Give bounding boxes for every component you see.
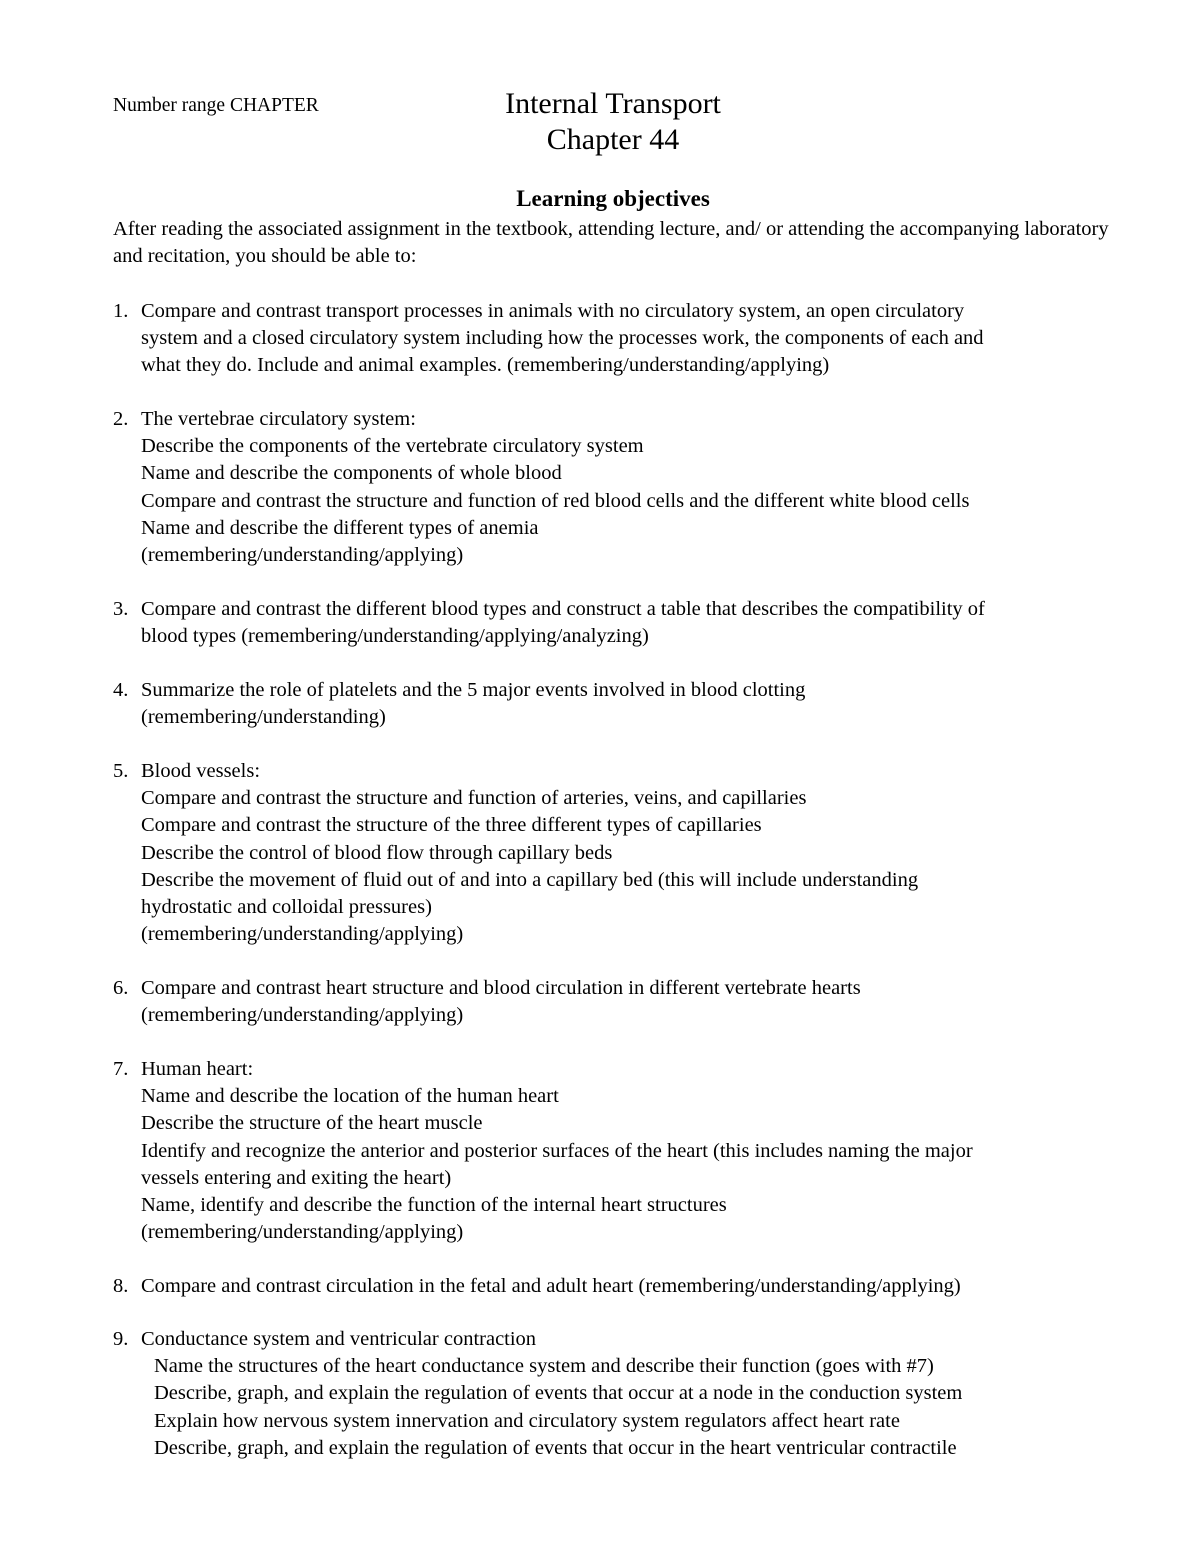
objective-item-5 [113, 758, 1123, 948]
objective-number: 1. [113, 300, 129, 322]
objective-line: Compare and contrast the structure of the three different types of capillaries [141, 814, 762, 837]
objective-line: Summarize the role of platelets and the 5 major events involved in blood clotting [141, 679, 806, 701]
objective-item-8 [113, 1273, 1123, 1300]
objective-line: system and a closed circulatory system including how the processes work, the components of each and [141, 327, 984, 350]
objective-line: Name and describe the different types of anemia [141, 516, 539, 539]
objective-number: 9. [113, 1328, 129, 1350]
objective-line: Describe, graph, and explain the regulation of events that occur in the heart ventricular contractile [154, 1436, 957, 1459]
objective-line: Describe the control of blood flow through capillary beds [141, 841, 613, 864]
objective-line: Blood vessels: [141, 760, 261, 782]
number-range-label: Number range CHAPTER [113, 95, 319, 116]
section-heading: Learning objectives [516, 186, 710, 211]
objective-line: blood types (remembering/understanding/applying/analyzing) [141, 625, 649, 648]
objective-line: Describe the components of the vertebrate circulatory system [141, 435, 644, 458]
objective-line: Name and describe the components of whole blood [141, 462, 562, 485]
objective-item-1 [113, 298, 1123, 380]
objective-line: what they do. Include and animal examples. (remembering/understanding/applying) [141, 354, 830, 377]
objective-number: 5. [113, 760, 129, 782]
objective-line: hydrostatic and colloidal pressures) [141, 896, 432, 919]
objective-line: Describe, graph, and explain the regulation of events that occur at a node in the conduction system [154, 1382, 963, 1405]
objective-line: Compare and contrast circulation in the fetal and adult heart (remembering/understanding/applying) [141, 1275, 961, 1297]
objective-line: Conductance system and ventricular contraction [141, 1328, 537, 1350]
objective-line: Describe the movement of fluid out of and into a capillary bed (this will include understanding [141, 868, 919, 891]
objective-item-7 [113, 1056, 1123, 1246]
objective-line: (remembering/understanding/applying) [141, 1004, 464, 1027]
objective-line: (remembering/understanding/applying) [141, 544, 464, 567]
objective-line: Compare and contrast heart structure and blood circulation in different vertebrate hearts [141, 977, 861, 999]
objective-line: Name, identify and describe the function of the internal heart structures [141, 1194, 727, 1217]
objective-item-2 [113, 406, 1123, 569]
objective-item-6 [113, 975, 1123, 1029]
objective-line: Compare and contrast the structure and function of arteries, veins, and capillaries [141, 787, 807, 810]
objective-item-4 [113, 677, 1123, 731]
objective-line: Identify and recognize the anterior and posterior surfaces of the heart (this includes naming the major [141, 1139, 973, 1162]
objective-line: (remembering/understanding) [141, 706, 386, 729]
chapter-label: Chapter 44 [546, 123, 680, 156]
objective-number: 4. [113, 679, 129, 701]
objective-number: 7. [113, 1058, 129, 1080]
objective-line: Name the structures of the heart conductance system and describe their function (goes with #7) [154, 1355, 934, 1378]
objective-line: (remembering/understanding/applying) [141, 923, 464, 946]
objective-line: (remembering/understanding/applying) [141, 1221, 464, 1244]
objective-number: 2. [113, 408, 129, 430]
objective-line: Name and describe the location of the human heart [141, 1085, 559, 1108]
objective-line: vessels entering and exiting the heart) [141, 1166, 452, 1189]
intro-paragraph: After reading the associated assignment in the textbook, attending lecture, and/ or attending the accompanying laboratory and recitation, you should be able to: [113, 218, 1109, 268]
objective-item-3 [113, 596, 1123, 650]
objective-line: Compare and contrast the structure and function of red blood cells and the different white blood cells [141, 489, 970, 512]
objective-line: Compare and contrast the different blood types and construct a table that describes the compatibility of [141, 598, 985, 620]
objective-item-9 [113, 1326, 1123, 1462]
objective-line: Describe the structure of the heart muscle [141, 1112, 483, 1135]
objective-number: 6. [113, 977, 129, 999]
objective-line: Human heart: [141, 1058, 254, 1080]
objective-line: Compare and contrast transport processes in animals with no circulatory system, an open circulatory [141, 300, 965, 322]
document-title: Internal Transport [505, 87, 721, 120]
objective-number: 8. [113, 1275, 129, 1297]
objective-line: Explain how nervous system innervation and circulatory system regulators affect heart rate [154, 1409, 900, 1432]
objective-line: The vertebrae circulatory system: [141, 408, 416, 430]
objective-number: 3. [113, 598, 129, 620]
